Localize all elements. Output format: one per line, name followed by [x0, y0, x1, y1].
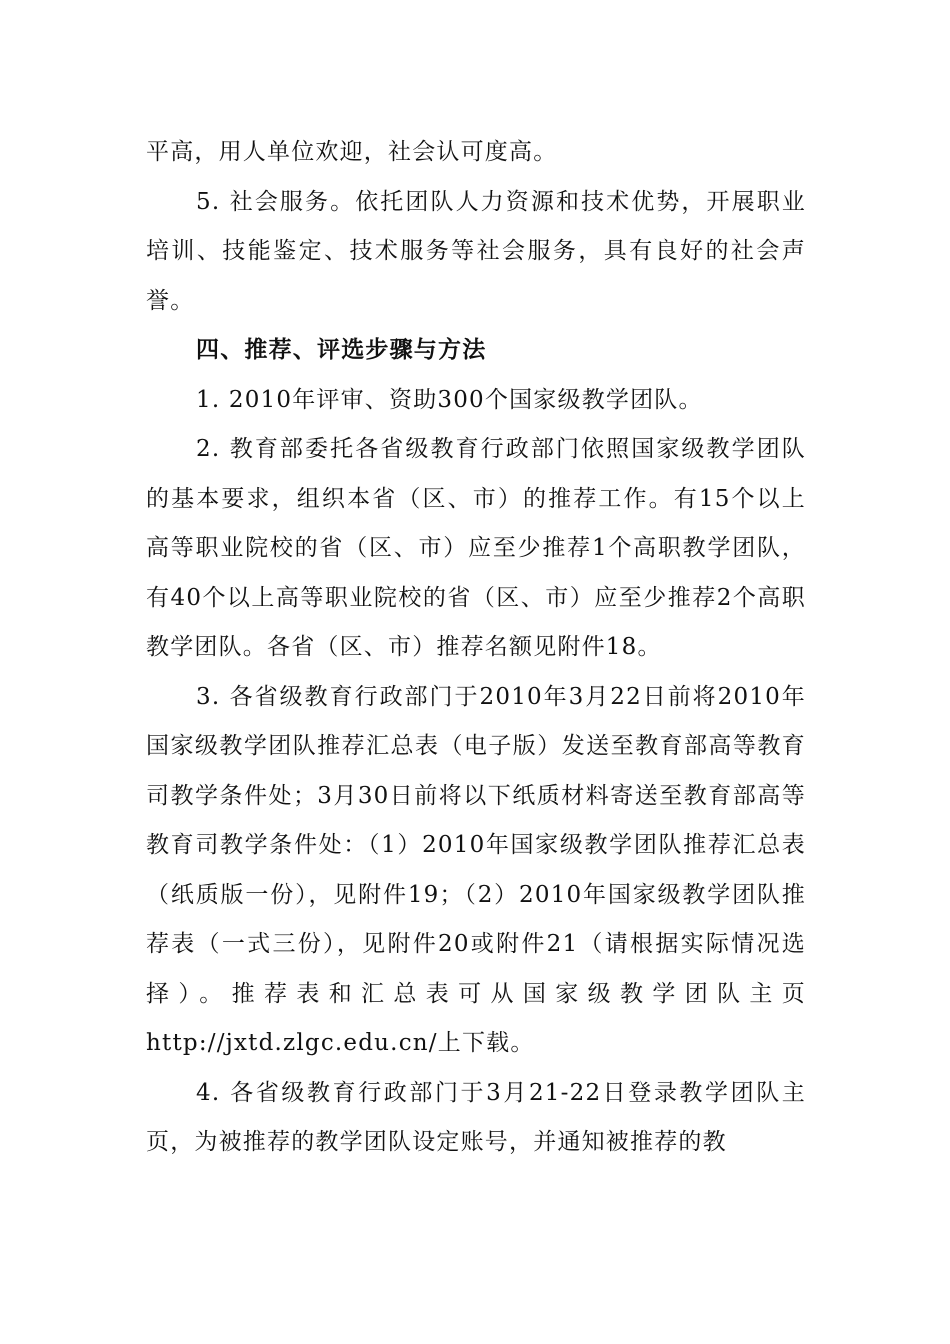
section-heading-4: 四、推荐、评选步骤与方法 [196, 337, 487, 363]
paragraph-step-3: 3. 各省级教育行政部门于2010年3月22日前将2010年国家级教学团队推荐汇总表（电子版）发送至教育部高等教育司教学条件处；3月30日前将以下纸质材料寄送至教育部高等教育司教学条件处：（1）2010年国家级教学团队推荐汇总表（纸质版一份），见附件19；（2）2010年国家级教学团队推荐表（一式三份），见附件20或附件21（请根据实际情况选择）。推荐表和汇总表可从国家级教学团队主页http://jxtd.zlgc.edu.cn/上下载。 [146, 683, 806, 1056]
paragraph-step-1: 1. 2010年评审、资助300个国家级教学团队。 [196, 386, 703, 413]
paragraph-continuation: 平高，用人单位欢迎，社会认可度高。 [146, 139, 558, 165]
paragraph-step-2: 2. 教育部委托各省级教育行政部门依照国家级教学团队的基本要求，组织本省（区、市）的推荐工作。有15个以上高等职业院校的省（区、市）应至少推荐1个高职教学团队，有40个以上高等职业院校的省（区、市）应至少推荐2个高职教学团队。各省（区、市）推荐名额见附件18。 [146, 436, 806, 660]
paragraph-step-4: 4. 各省级教育行政部门于3月21-22日登录教学团队主页，为被推荐的教学团队设定账号，并通知被推荐的教 [146, 1079, 806, 1155]
document-page [146, 128, 806, 1168]
paragraph-social-service: 5. 社会服务。依托团队人力资源和技术优势，开展职业培训、技能鉴定、技术服务等社会服务，具有良好的社会声誉。 [146, 188, 806, 314]
